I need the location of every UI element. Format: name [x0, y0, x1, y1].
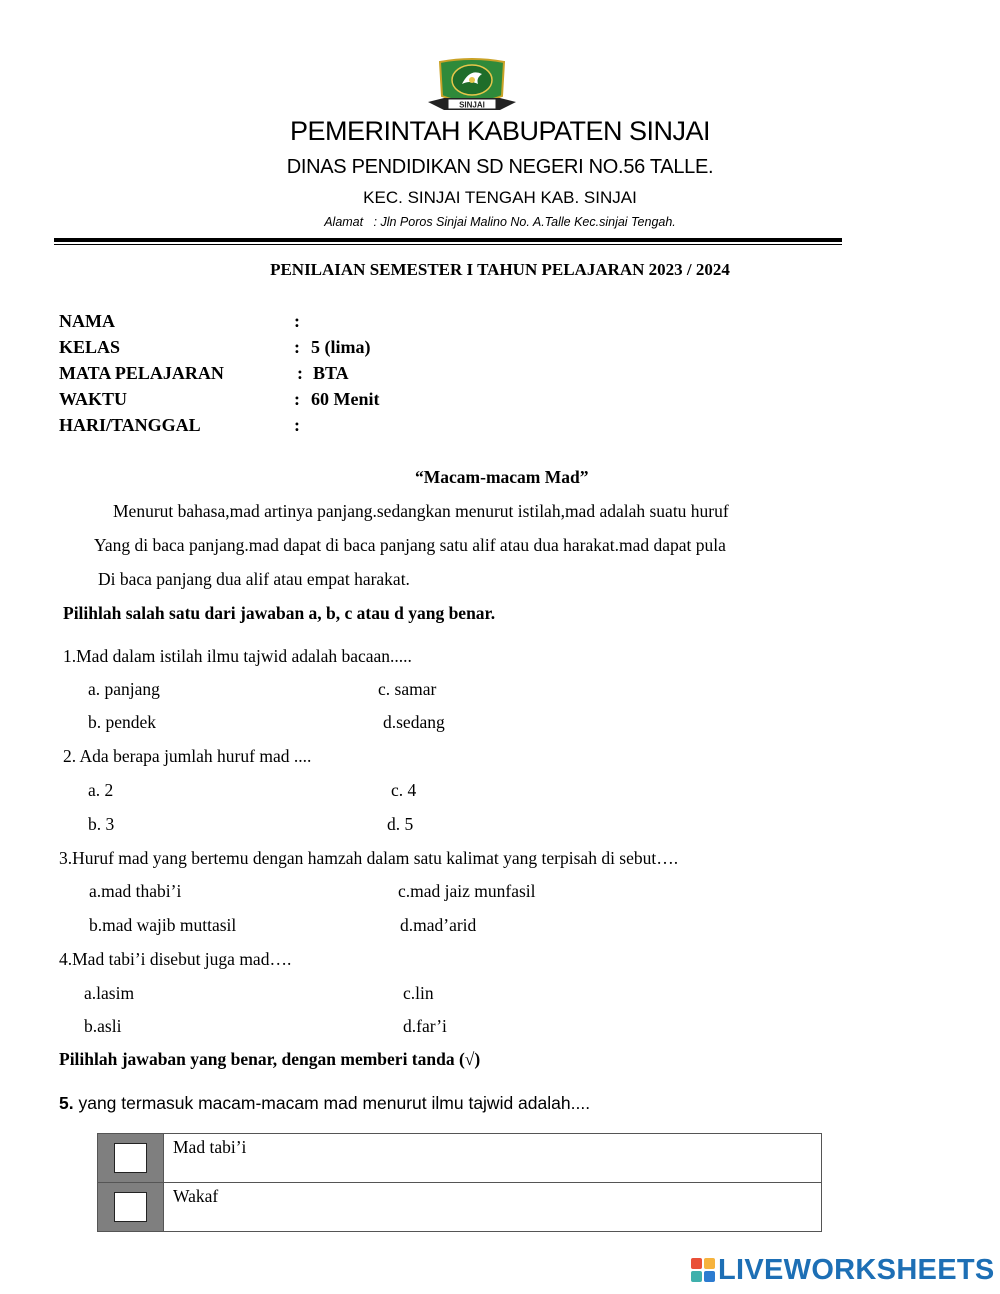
question-4: 4.Mad tabi’i disebut juga mad….	[59, 949, 292, 969]
section-title: “Macam-macam Mad”	[415, 467, 589, 487]
q4-option-b[interactable]: b.asli	[84, 1016, 122, 1036]
info-label-mapel: MATA PELAJARAN	[59, 363, 224, 383]
q2-option-d[interactable]: d. 5	[387, 814, 414, 834]
q4-option-d[interactable]: d.far’i	[403, 1016, 447, 1036]
q3-option-b[interactable]: b.mad wajib muttasil	[89, 915, 237, 935]
letterhead-line3: KEC. SINJAI TENGAH KAB. SINJAI	[363, 188, 637, 207]
q1-option-d[interactable]: d.sedang	[383, 712, 445, 732]
q2-option-b[interactable]: b. 3	[88, 814, 115, 834]
info-value-waktu: 60 Menit	[311, 389, 380, 409]
address-value: : Jln Poros Sinjai Malino No. A.Talle Kec.sinjai Tengah.	[373, 215, 676, 229]
emblem-banner-text: SINJAI	[459, 100, 485, 110]
q1-option-a[interactable]: a. panjang	[88, 679, 160, 699]
question-3: 3.Huruf mad yang bertemu dengan hamzah dalam satu kalimat yang terpisah di sebut….	[59, 848, 679, 868]
grid-square	[704, 1258, 715, 1269]
liveworksheets-logo	[691, 1254, 995, 1286]
q5-option-2: Wakaf	[164, 1183, 822, 1232]
info-label-waktu: WAKTU	[59, 389, 128, 409]
question-5-text: yang termasuk macam-macam mad menurut ilmu tajwid adalah....	[73, 1093, 591, 1113]
letterhead-rule-thick	[54, 238, 842, 242]
info-label-nama: NAMA	[59, 311, 115, 331]
letterhead-address	[0, 215, 1000, 229]
q1-option-c[interactable]: c. samar	[378, 679, 437, 699]
question-1: 1.Mad dalam istilah ilmu tajwid adalah bacaan.....	[63, 646, 412, 666]
grid-square	[691, 1271, 702, 1282]
liveworksheets-wordmark: LIVEWORKSHEETS	[718, 1253, 995, 1286]
info-sep-nama: :	[294, 311, 300, 331]
info-label-hari: HARI/TANGGAL	[59, 415, 201, 435]
info-sep-kelas: :	[294, 337, 300, 357]
instruction-checkmark: Pilihlah jawaban yang benar, dengan memberi tanda (√)	[59, 1049, 481, 1069]
letterhead-rule-thin	[54, 244, 842, 245]
q2-option-c[interactable]: c. 4	[391, 780, 417, 800]
intro-line-1: Menurut bahasa,mad artinya panjang.sedangkan menurut istilah,mad adalah suatu huruf	[113, 501, 729, 521]
q5-answer-table	[97, 1133, 822, 1232]
instruction-multiple-choice: Pilihlah salah satu dari jawaban a, b, c atau d yang benar.	[63, 603, 496, 623]
table-row	[98, 1134, 822, 1183]
grid-square	[704, 1271, 715, 1282]
q3-option-a[interactable]: a.mad thabi’i	[89, 881, 182, 901]
q4-option-a[interactable]: a.lasim	[84, 983, 135, 1003]
q1-option-b[interactable]: b. pendek	[88, 712, 157, 732]
intro-line-2: Yang di baca panjang.mad dapat di baca panjang satu alif atau dua harakat.mad dapat pula	[94, 535, 726, 555]
q3-option-c[interactable]: c.mad jaiz munfasil	[398, 881, 536, 901]
question-2: 2. Ada berapa jumlah huruf mad ....	[63, 746, 312, 766]
question-5-number: 5.	[59, 1093, 74, 1113]
sinjai-regency-emblem	[424, 58, 520, 114]
info-value-kelas: 5 (lima)	[311, 337, 371, 357]
q5-checkbox-cell-2	[98, 1183, 164, 1232]
letterhead-line1: PEMERINTAH KABUPATEN SINJAI	[289, 116, 711, 146]
q2-option-a[interactable]: a. 2	[88, 780, 114, 800]
intro-line-3: Di baca panjang dua alif atau empat harakat.	[98, 569, 410, 589]
q3-option-d[interactable]: d.mad’arid	[400, 915, 477, 935]
letterhead-line2: DINAS PENDIDIKAN SD NEGERI NO.56 TALLE.	[286, 156, 714, 178]
liveworksheets-grid-icon	[691, 1258, 715, 1282]
info-sep-waktu: :	[294, 389, 300, 409]
q4-option-c[interactable]: c.lin	[403, 983, 434, 1003]
q5-checkbox-2[interactable]	[114, 1192, 147, 1222]
question-5	[59, 1093, 590, 1114]
info-value-mapel: BTA	[313, 363, 349, 383]
info-sep-mapel: :	[297, 363, 303, 383]
q5-checkbox-1[interactable]	[114, 1143, 147, 1173]
info-label-kelas: KELAS	[59, 337, 121, 357]
q5-option-1: Mad tabi’i	[164, 1134, 822, 1183]
exam-title: PENILAIAN SEMESTER I TAHUN PELAJARAN 2023 / 2024	[270, 260, 730, 279]
address-label: Alamat	[324, 215, 364, 229]
grid-square	[691, 1258, 702, 1269]
q5-checkbox-cell-1	[98, 1134, 164, 1183]
info-sep-hari: :	[294, 415, 300, 435]
table-row	[98, 1183, 822, 1232]
